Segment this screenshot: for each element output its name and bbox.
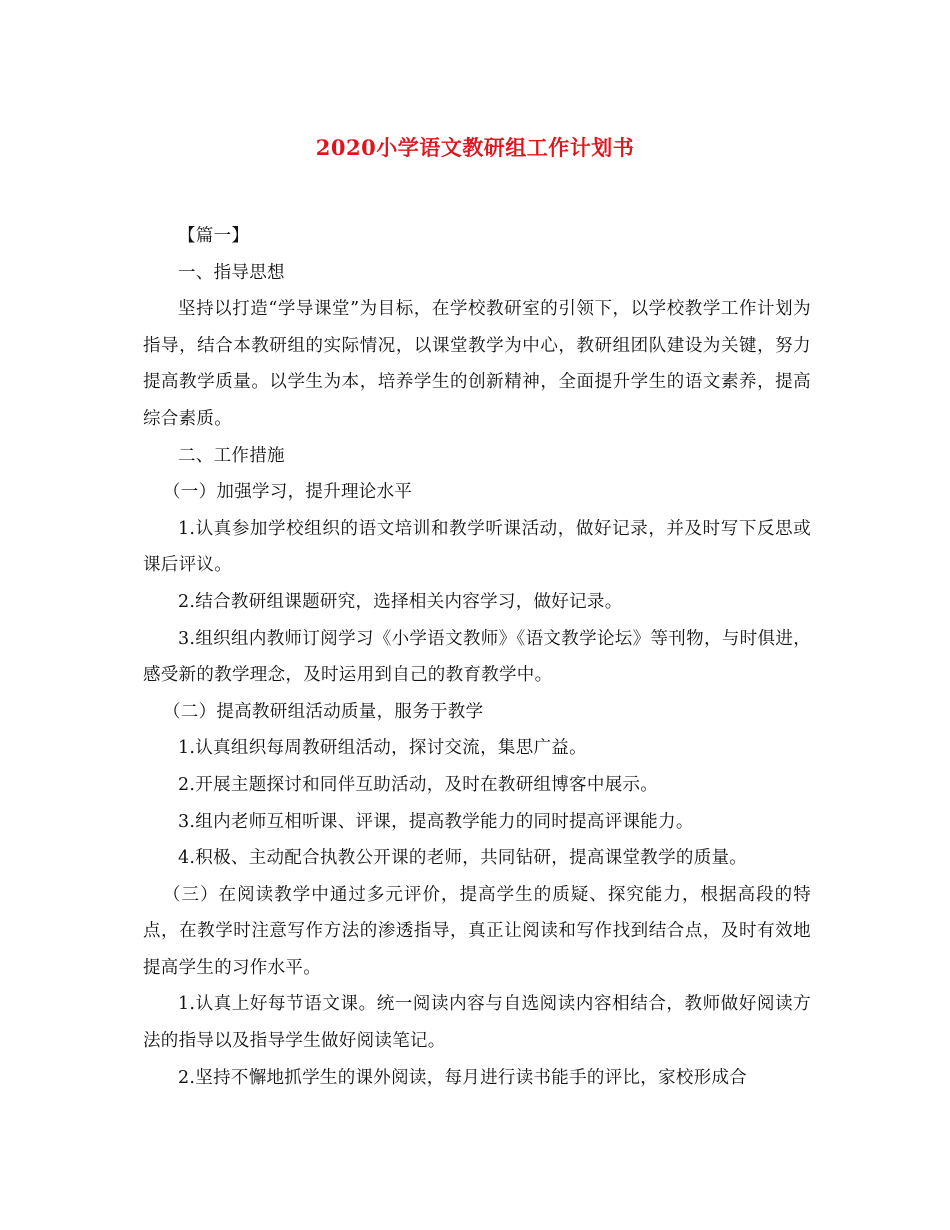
- list-item: 1.认真上好每节语文课。统一阅读内容与自选阅读内容相结合，教师做好阅读方法的指导以及指导学生做好阅读笔记。: [143, 994, 811, 1052]
- chapter-heading: 【篇一】: [178, 226, 250, 246]
- section-heading: 二、工作措施: [178, 445, 285, 466]
- list-item: 2.开展主题探讨和同伴互助活动，及时在教研组博客中展示。: [178, 774, 659, 795]
- subsection-heading: （一）加强学习，提升理论水平: [163, 482, 413, 503]
- document-body: [143, 218, 811, 1096]
- list-item: 3.组织组内教师订阅学习《小学语文教师》《语文教学论坛》等刊物，与时俱进，感受新的教学理念，及时运用到自己的教育教学中。: [143, 628, 811, 686]
- list-item: 1.认真组织每周教研组活动，探讨交流，集思广益。: [178, 738, 587, 759]
- list-item: 4.积极、主动配合执教公开课的老师，共同钻研，提高课堂教学的质量。: [178, 848, 748, 869]
- paragraph: 坚持以打造“学导课堂”为目标，在学校教研室的引领下，以学校教学工作计划为指导，结合本教研组的实际情况，以课堂教学为中心，教研组团队建设为关键，努力提高教学质量。以学生为本，培养学生的创新精神，全面提升学生的语文素养，提高综合素质。: [143, 299, 811, 429]
- list-item: 1.认真参加学校组织的语文培训和教学听课活动，做好记录，并及时写下反思或课后评议。: [143, 518, 811, 576]
- list-item: 2.坚持不懈地抓学生的课外阅读，每月进行读书能手的评比，家校形成合: [178, 1067, 748, 1088]
- list-item: 2.结合教研组课题研究，选择相关内容学习，做好记录。: [178, 591, 623, 612]
- section-heading: 一、指导思想: [178, 262, 285, 283]
- document-title: 2020小学语文教研组工作计划书: [315, 135, 635, 160]
- list-item: 3.组内老师互相听课、评课，提高教学能力的同时提高评课能力。: [178, 811, 694, 832]
- subsection-heading: （二）提高教研组活动质量，服务于教学: [163, 701, 484, 722]
- subsection-paragraph: （三）在阅读教学中通过多元评价，提高学生的质疑、探究能力，根据高段的特点，在教学时注意写作方法的渗透指导，真正让阅读和写作找到结合点，及时有效地提高学生的习作水平。: [143, 884, 811, 978]
